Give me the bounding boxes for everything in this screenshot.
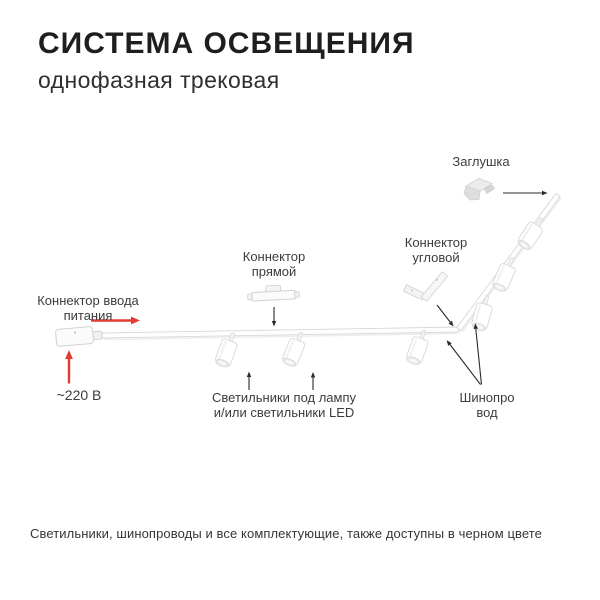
voltage-label-text: ~220 В <box>56 387 102 403</box>
endcap-icon <box>464 179 495 201</box>
power-connector-label-line2: питания <box>63 307 113 323</box>
arrow-busbar-diagonal <box>474 323 482 384</box>
arrow-corner-connector <box>437 305 454 327</box>
power-connector-label-line1: Коннектор ввода <box>37 293 139 308</box>
page-title: СИСТЕМА ОСВЕЩЕНИЯ <box>38 27 415 60</box>
spotlights-label-line1: Светильники под лампу <box>212 390 356 405</box>
voltage-label <box>39 388 119 404</box>
power-connector-label <box>17 294 159 323</box>
corner-connector-icon <box>404 272 448 302</box>
spotlights-label-line2: и/или светильники LED <box>213 404 355 420</box>
endcap-label-text: Заглушка <box>452 154 510 169</box>
page-subtitle: однофазная трековая <box>38 66 280 93</box>
busbar-label-line1: Шинопро <box>459 390 515 405</box>
spotlights-label <box>194 391 374 420</box>
straight-connector-label <box>209 250 339 279</box>
arrow-straight-connector <box>272 307 276 327</box>
arrow-busbar-horizontal <box>447 340 481 384</box>
busbar-label <box>437 391 537 420</box>
busbar-label-line2: вод <box>476 404 498 420</box>
corner-connector-label <box>376 236 496 265</box>
straight-connector-label-line1: Коннектор <box>242 249 306 264</box>
corner-connector-label-line1: Коннектор <box>404 235 468 250</box>
corner-connector-label-line2: угловой <box>412 249 460 265</box>
endcap-label <box>431 155 531 170</box>
arrow-spotlight-right <box>311 372 315 390</box>
straight-connector-label-line2: прямой <box>251 263 297 279</box>
track-horizontal <box>102 327 459 340</box>
power-connector-icon <box>55 326 102 346</box>
arrow-voltage <box>65 350 73 384</box>
straight-connector-icon <box>247 284 300 301</box>
arrow-spotlight-left <box>247 372 251 391</box>
footer-note: Светильники, шинопроводы и все комплектующие, также доступны в черном цвете <box>30 526 543 541</box>
arrow-endcap <box>503 191 548 195</box>
